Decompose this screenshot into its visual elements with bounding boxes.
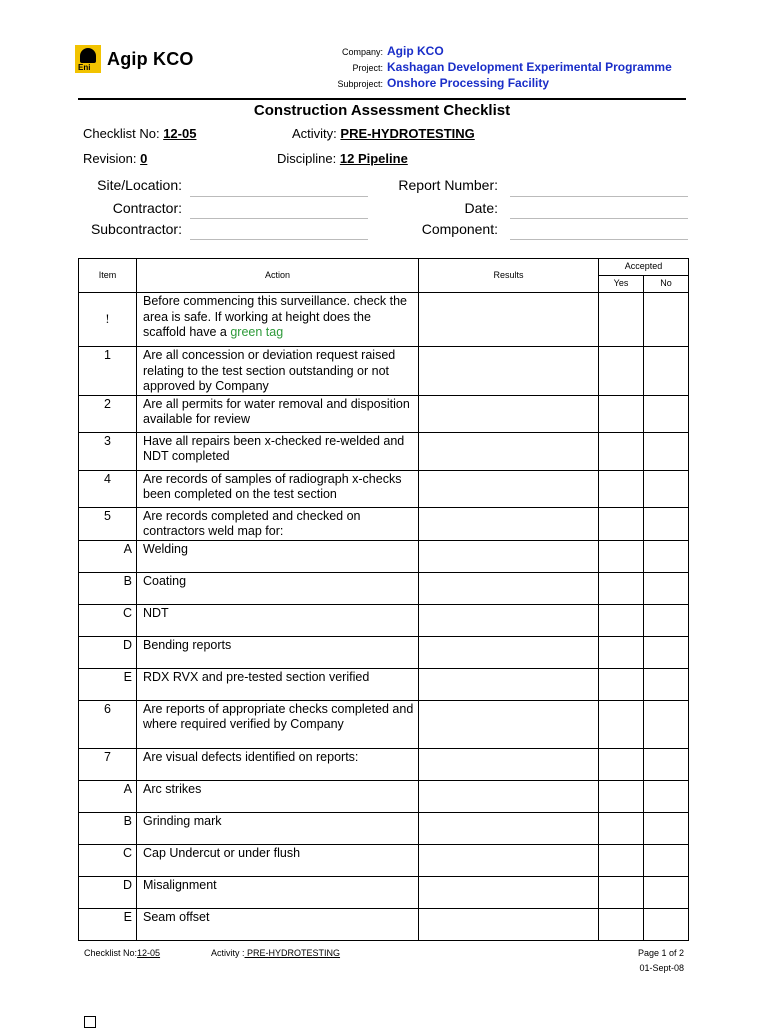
sub-item-letter: A <box>79 540 137 572</box>
checkbox-icon <box>84 1016 96 1028</box>
action-text: Cap Undercut or under flush <box>137 844 419 876</box>
action-text: Are records completed and checked on contractors weld map for: <box>137 507 419 540</box>
yes-cell[interactable] <box>599 812 644 844</box>
results-cell[interactable] <box>419 876 599 908</box>
date-field[interactable] <box>510 218 688 219</box>
table-row <box>79 908 689 940</box>
report-number-field[interactable] <box>510 196 688 197</box>
site-location-label: Site/Location: <box>97 177 182 193</box>
item-number: 2 <box>79 395 137 432</box>
action-text: Are all concession or deviation request raised relating to the test section outstanding or not approved by Company <box>137 347 419 396</box>
action-text: Are reports of appropriate checks completed and where required verified by Company <box>137 700 419 748</box>
yes-cell[interactable] <box>599 700 644 748</box>
component-label: Component: <box>421 221 498 237</box>
yes-cell[interactable] <box>599 876 644 908</box>
sub-item-letter: C <box>79 844 137 876</box>
sub-item-letter: E <box>79 908 137 940</box>
yes-cell[interactable] <box>599 293 644 347</box>
company-logo-text: Agip KCO <box>107 49 194 69</box>
report-number-label: Report Number: <box>398 177 498 193</box>
results-cell[interactable] <box>419 507 599 540</box>
table-row <box>79 636 689 668</box>
revision: Revision: 0 <box>83 151 148 166</box>
item-number: 3 <box>79 432 137 470</box>
sub-item-letter: D <box>79 636 137 668</box>
footer-date: 01-Sept-08 <box>639 963 684 973</box>
sub-item-letter: C <box>79 604 137 636</box>
revision-value: 0 <box>140 151 148 166</box>
footer-checklist: Checklist No:12-05 <box>84 948 161 958</box>
checklist-table <box>78 258 689 941</box>
no-cell[interactable] <box>644 844 689 876</box>
table-row <box>79 347 689 396</box>
action-text: Welding <box>137 540 419 572</box>
table-row <box>79 812 689 844</box>
results-cell[interactable] <box>419 700 599 748</box>
no-cell[interactable] <box>644 432 689 470</box>
project-value: Kashagan Development Experimental Programme <box>387 60 672 74</box>
results-cell[interactable] <box>419 844 599 876</box>
eni-logo-icon <box>75 45 101 73</box>
subcontractor-label: Subcontractor: <box>90 221 182 237</box>
safety-check-text: Before commencing this surveillance. check the area is safe. If working at height does the scaffold have a green tag <box>137 293 419 347</box>
item-number: 4 <box>79 470 137 507</box>
results-cell[interactable] <box>419 395 599 432</box>
no-cell[interactable] <box>644 780 689 812</box>
footer-checklist-value: 12-05 <box>137 948 161 958</box>
yes-cell[interactable] <box>599 470 644 507</box>
table-row <box>79 876 689 908</box>
results-cell[interactable] <box>419 572 599 604</box>
subproject-label: Subproject: <box>337 79 383 89</box>
header-divider <box>78 98 686 100</box>
results-header: Results <box>419 259 599 293</box>
yes-cell[interactable] <box>599 432 644 470</box>
date-label: Date: <box>464 200 498 216</box>
page-number: Page 1 of 2 <box>637 948 684 958</box>
table-row <box>79 844 689 876</box>
no-cell[interactable] <box>644 908 689 940</box>
item-number: 5 <box>79 507 137 540</box>
sub-item-letter: E <box>79 668 137 700</box>
table-row <box>79 293 689 347</box>
component-field[interactable] <box>510 239 688 240</box>
action-text: Are all permits for water removal and disposition available for review <box>137 395 419 432</box>
yes-cell[interactable] <box>599 748 644 780</box>
yes-cell[interactable] <box>599 668 644 700</box>
table-row <box>79 432 689 470</box>
no-cell[interactable] <box>644 347 689 396</box>
results-cell[interactable] <box>419 540 599 572</box>
action-text: Are records of samples of radiograph x-checks been completed on the test section <box>137 470 419 507</box>
company-label: Company: <box>341 47 383 57</box>
sub-item-letter: B <box>79 572 137 604</box>
sub-item-letter: B <box>79 812 137 844</box>
warning-icon: ! <box>79 293 137 347</box>
contractor-label: Contractor: <box>112 200 182 216</box>
page-title: Construction Assessment Checklist <box>253 102 511 119</box>
table-row <box>79 780 689 812</box>
yes-cell[interactable] <box>599 347 644 396</box>
table-row <box>79 604 689 636</box>
no-header: No <box>644 276 689 293</box>
results-cell[interactable] <box>419 748 599 780</box>
item-number: 7 <box>79 748 137 780</box>
no-cell[interactable] <box>644 604 689 636</box>
six-legged-dog-icon <box>80 48 96 63</box>
action-text: Seam offset <box>137 908 419 940</box>
results-cell[interactable] <box>419 470 599 507</box>
no-cell[interactable] <box>644 668 689 700</box>
no-cell[interactable] <box>644 293 689 347</box>
discipline: Discipline: 12 Pipeline <box>277 151 408 166</box>
yes-cell[interactable] <box>599 908 644 940</box>
table-row <box>79 507 689 540</box>
sub-item-letter: D <box>79 876 137 908</box>
action-text: Arc strikes <box>137 780 419 812</box>
checklist-number-value: 12-05 <box>163 126 197 141</box>
accepted-header: Accepted <box>599 259 689 276</box>
results-cell[interactable] <box>419 780 599 812</box>
item-header: Item <box>79 259 137 293</box>
no-cell[interactable] <box>644 812 689 844</box>
subcontractor-field[interactable] <box>190 239 368 240</box>
table-row <box>79 748 689 780</box>
yes-cell[interactable] <box>599 604 644 636</box>
action-text: RDX RVX and pre-tested section verified <box>137 668 419 700</box>
action-text: Are visual defects identified on reports: <box>137 748 419 780</box>
yes-cell[interactable] <box>599 572 644 604</box>
results-cell[interactable] <box>419 293 599 347</box>
action-text: Have all repairs been x-checked re-welded and NDT completed <box>137 432 419 470</box>
no-cell[interactable] <box>644 540 689 572</box>
green-tag-text: green tag <box>230 325 284 339</box>
table-row <box>79 395 689 432</box>
company-value: Agip KCO <box>387 44 444 58</box>
table-row <box>79 572 689 604</box>
no-cell[interactable] <box>644 876 689 908</box>
action-header: Action <box>137 259 419 293</box>
footer-activity-value: PRE-HYDROTESTING <box>244 948 341 958</box>
results-cell[interactable] <box>419 812 599 844</box>
no-cell[interactable] <box>644 700 689 748</box>
results-cell[interactable] <box>419 668 599 700</box>
table-row <box>79 540 689 572</box>
eni-logo-text: Eni <box>78 63 91 72</box>
results-cell[interactable] <box>419 908 599 940</box>
action-text: Coating <box>137 572 419 604</box>
no-cell[interactable] <box>644 395 689 432</box>
results-cell[interactable] <box>419 604 599 636</box>
yes-cell[interactable] <box>599 395 644 432</box>
discipline-value: 12 Pipeline <box>339 151 408 166</box>
results-cell[interactable] <box>419 432 599 470</box>
table-row <box>79 700 689 748</box>
yes-cell[interactable] <box>599 507 644 540</box>
no-cell[interactable] <box>644 572 689 604</box>
action-text: Grinding mark <box>137 812 419 844</box>
no-cell[interactable] <box>644 748 689 780</box>
results-cell[interactable] <box>419 636 599 668</box>
yes-cell[interactable] <box>599 636 644 668</box>
no-cell[interactable] <box>644 507 689 540</box>
sub-item-letter: A <box>79 780 137 812</box>
action-text: Misalignment <box>137 876 419 908</box>
table-row <box>79 668 689 700</box>
project-label: Project: <box>352 63 383 73</box>
yes-cell[interactable] <box>599 780 644 812</box>
table-row <box>79 470 689 507</box>
item-number: 1 <box>79 347 137 396</box>
contractor-field[interactable] <box>190 218 368 219</box>
results-cell[interactable] <box>419 347 599 396</box>
activity: Activity: PRE-HYDROTESTING <box>292 126 475 141</box>
action-text: Bending reports <box>137 636 419 668</box>
action-text: NDT <box>137 604 419 636</box>
site-location-field[interactable] <box>190 196 368 197</box>
yes-cell[interactable] <box>599 540 644 572</box>
yes-header: Yes <box>599 276 644 293</box>
footer-activity: Activity : PRE-HYDROTESTING <box>211 948 341 958</box>
activity-value: PRE-HYDROTESTING <box>340 126 475 141</box>
subproject-value: Onshore Processing Facility <box>387 76 550 90</box>
no-cell[interactable] <box>644 470 689 507</box>
no-cell[interactable] <box>644 636 689 668</box>
yes-cell[interactable] <box>599 844 644 876</box>
item-number: 6 <box>79 700 137 748</box>
checklist-number: Checklist No: 12-05 <box>83 126 197 141</box>
